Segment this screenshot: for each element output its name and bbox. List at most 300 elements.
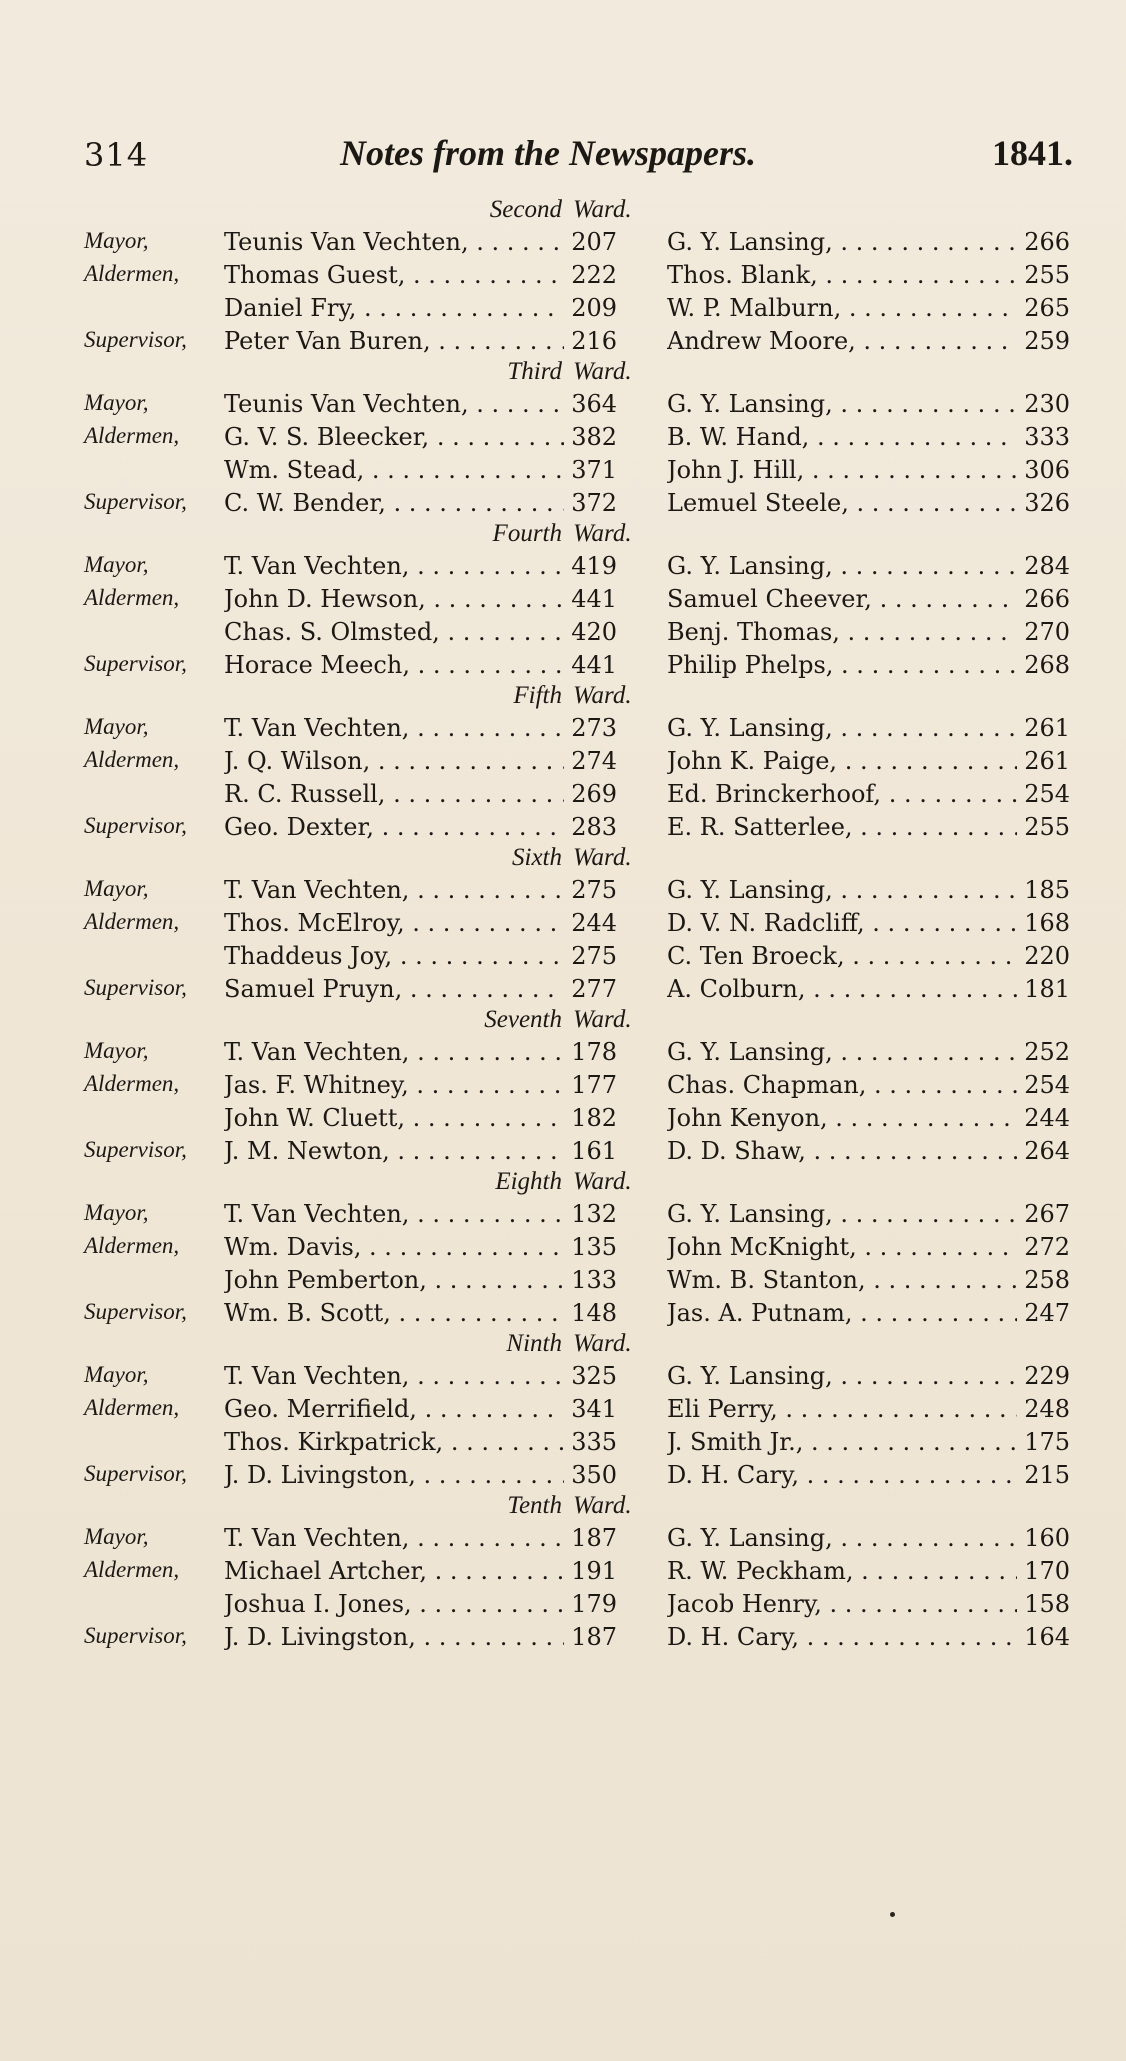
candidate-right bbox=[667, 390, 1017, 418]
candidate-right-name: Benj. Thomas, . . . bbox=[667, 618, 1017, 646]
votes-left: 335 bbox=[571, 1428, 617, 1456]
printer-mark bbox=[890, 1912, 895, 1917]
candidate-right bbox=[667, 1362, 1017, 1390]
result-row bbox=[0, 874, 1126, 907]
votes-left: 182 bbox=[571, 1104, 617, 1132]
ward-section bbox=[0, 844, 1126, 1006]
result-row bbox=[0, 907, 1126, 940]
office-label: Mayor, bbox=[84, 1200, 149, 1225]
ward-word: Ward. bbox=[573, 1168, 632, 1195]
votes-left: 161 bbox=[571, 1137, 617, 1165]
votes-right: 164 bbox=[1024, 1623, 1070, 1651]
candidate-left bbox=[224, 552, 564, 580]
ward-ordinal: Third bbox=[507, 358, 562, 385]
votes-left: 420 bbox=[571, 618, 617, 646]
result-row bbox=[0, 550, 1126, 583]
ward-heading bbox=[0, 358, 1126, 388]
candidate-right bbox=[667, 1104, 1017, 1132]
votes-left: 325 bbox=[571, 1362, 617, 1390]
office-label: Supervisor, bbox=[84, 1137, 187, 1162]
votes-left: 372 bbox=[571, 489, 617, 517]
candidate-left bbox=[224, 1038, 564, 1066]
votes-left: 277 bbox=[571, 975, 617, 1003]
candidate-right-name: G. Y. Lansing, . . . bbox=[667, 228, 1017, 256]
result-row bbox=[0, 745, 1126, 778]
result-row bbox=[0, 1069, 1126, 1102]
office-label: Mayor, bbox=[84, 714, 149, 739]
candidate-right-name: R. W. Peckham, . . . bbox=[667, 1557, 1017, 1585]
office-label: Aldermen, bbox=[84, 1071, 180, 1096]
result-row bbox=[0, 454, 1126, 487]
candidate-right bbox=[667, 1071, 1017, 1099]
candidate-right-name: John McKnight, . . . bbox=[667, 1233, 1017, 1261]
page-year: 1841. bbox=[992, 133, 1073, 173]
candidate-left bbox=[224, 390, 564, 418]
votes-right: 252 bbox=[1024, 1038, 1070, 1066]
office-label: Supervisor, bbox=[84, 489, 187, 514]
candidate-left bbox=[224, 1266, 564, 1294]
candidate-right-name: Eli Perry, . . . bbox=[667, 1395, 1017, 1423]
office-label: Mayor, bbox=[84, 228, 149, 253]
votes-right: 230 bbox=[1024, 390, 1070, 418]
result-row bbox=[0, 1198, 1126, 1231]
candidate-right bbox=[667, 423, 1017, 451]
page-header bbox=[0, 128, 1126, 178]
votes-right: 185 bbox=[1024, 876, 1070, 904]
votes-right: 259 bbox=[1024, 327, 1070, 355]
ward-heading bbox=[0, 844, 1126, 874]
ward-word: Ward. bbox=[573, 196, 632, 223]
candidate-left bbox=[224, 1557, 564, 1585]
candidate-right-name: A. Colburn, . . . bbox=[667, 975, 1017, 1003]
candidate-right-name: Jas. A. Putnam, . . . bbox=[667, 1299, 1017, 1327]
votes-right: 255 bbox=[1024, 261, 1070, 289]
ward-ordinal: Fourth bbox=[492, 520, 562, 547]
ward-heading bbox=[0, 196, 1126, 226]
votes-right: 168 bbox=[1024, 909, 1070, 937]
candidate-right bbox=[667, 552, 1017, 580]
candidate-right-name: Wm. B. Stanton, . . . bbox=[667, 1266, 1017, 1294]
candidate-right bbox=[667, 1623, 1017, 1651]
candidate-left bbox=[224, 228, 564, 256]
ward-heading bbox=[0, 520, 1126, 550]
candidate-left bbox=[224, 456, 564, 484]
votes-right: 266 bbox=[1024, 585, 1070, 613]
office-label: Aldermen, bbox=[84, 1395, 180, 1420]
votes-left: 133 bbox=[571, 1266, 617, 1294]
candidate-left-name: Joshua I. Jones, . . . bbox=[224, 1590, 564, 1618]
candidate-right bbox=[667, 780, 1017, 808]
candidate-left bbox=[224, 1071, 564, 1099]
votes-right: 306 bbox=[1024, 456, 1070, 484]
office-label: Aldermen, bbox=[84, 1557, 180, 1582]
candidate-left-name: J. D. Livingston, . . . bbox=[224, 1461, 564, 1489]
ward-word: Ward. bbox=[573, 682, 632, 709]
candidate-right-name: D. D. Shaw, . . . bbox=[667, 1137, 1017, 1165]
votes-left: 441 bbox=[571, 651, 617, 679]
result-row bbox=[0, 1459, 1126, 1492]
candidate-right-name: E. R. Satterlee, . . . bbox=[667, 813, 1017, 841]
candidate-right bbox=[667, 651, 1017, 679]
result-row bbox=[0, 1360, 1126, 1393]
candidate-left bbox=[224, 813, 564, 841]
result-row bbox=[0, 1135, 1126, 1168]
ward-ordinal: Sixth bbox=[512, 844, 562, 871]
ward-section bbox=[0, 1168, 1126, 1330]
office-label: Supervisor, bbox=[84, 1299, 187, 1324]
result-row bbox=[0, 712, 1126, 745]
candidate-right-name: Lemuel Steele, . . . bbox=[667, 489, 1017, 517]
candidate-left bbox=[224, 1428, 564, 1456]
result-row bbox=[0, 487, 1126, 520]
candidate-left-name: Jas. F. Whitney, . . . bbox=[224, 1071, 564, 1099]
candidate-left-name: John W. Cluett, . . . bbox=[224, 1104, 564, 1132]
ward-ordinal: Fifth bbox=[513, 682, 562, 709]
candidate-left bbox=[224, 714, 564, 742]
candidate-left bbox=[224, 747, 564, 775]
candidate-right-name: G. Y. Lansing, . . . bbox=[667, 714, 1017, 742]
candidate-right-name: D. V. N. Radcliff, . . . bbox=[667, 909, 1017, 937]
votes-left: 209 bbox=[571, 294, 617, 322]
votes-right: 254 bbox=[1024, 1071, 1070, 1099]
votes-right: 229 bbox=[1024, 1362, 1070, 1390]
office-label: Aldermen, bbox=[84, 1233, 180, 1258]
votes-right: 270 bbox=[1024, 618, 1070, 646]
votes-right: 170 bbox=[1024, 1557, 1070, 1585]
ward-word: Ward. bbox=[573, 520, 632, 547]
votes-right: 247 bbox=[1024, 1299, 1070, 1327]
candidate-right-name: D. H. Cary, . . . bbox=[667, 1623, 1017, 1651]
candidate-right-name: Samuel Cheever, . . . bbox=[667, 585, 1017, 613]
votes-left: 216 bbox=[571, 327, 617, 355]
candidate-right-name: John Kenyon, . . . bbox=[667, 1104, 1017, 1132]
votes-left: 419 bbox=[571, 552, 617, 580]
office-label: Aldermen, bbox=[84, 747, 180, 772]
candidate-left bbox=[224, 876, 564, 904]
candidate-right-name: Chas. Chapman, . . . bbox=[667, 1071, 1017, 1099]
ward-word: Ward. bbox=[573, 1330, 632, 1357]
votes-left: 187 bbox=[571, 1524, 617, 1552]
votes-right: 266 bbox=[1024, 228, 1070, 256]
votes-left: 244 bbox=[571, 909, 617, 937]
election-returns bbox=[0, 196, 1126, 1654]
candidate-left-name: Wm. B. Scott, . . . bbox=[224, 1299, 564, 1327]
result-row bbox=[0, 1297, 1126, 1330]
candidate-left-name: Teunis Van Vechten, . . . bbox=[224, 390, 564, 418]
votes-right: 160 bbox=[1024, 1524, 1070, 1552]
candidate-right bbox=[667, 942, 1017, 970]
ward-ordinal: Seventh bbox=[484, 1006, 562, 1033]
candidate-left-name: T. Van Vechten, . . . bbox=[224, 1038, 564, 1066]
candidate-right-name: John K. Paige, . . . bbox=[667, 747, 1017, 775]
votes-right: 175 bbox=[1024, 1428, 1070, 1456]
office-label: Aldermen, bbox=[84, 909, 180, 934]
ward-word: Ward. bbox=[573, 1492, 632, 1519]
ward-section bbox=[0, 1006, 1126, 1168]
candidate-left bbox=[224, 327, 564, 355]
votes-left: 222 bbox=[571, 261, 617, 289]
candidate-right bbox=[667, 1266, 1017, 1294]
candidate-left-name: Geo. Merrifield, . . . bbox=[224, 1395, 564, 1423]
ward-section bbox=[0, 520, 1126, 682]
candidate-right bbox=[667, 1233, 1017, 1261]
ward-section bbox=[0, 682, 1126, 844]
candidate-right-name: Andrew Moore, . . . bbox=[667, 327, 1017, 355]
votes-left: 177 bbox=[571, 1071, 617, 1099]
candidate-right bbox=[667, 618, 1017, 646]
votes-right: 220 bbox=[1024, 942, 1070, 970]
candidate-left bbox=[224, 489, 564, 517]
candidate-right bbox=[667, 876, 1017, 904]
votes-left: 382 bbox=[571, 423, 617, 451]
candidate-right bbox=[667, 261, 1017, 289]
votes-right: 261 bbox=[1024, 747, 1070, 775]
result-row bbox=[0, 940, 1126, 973]
candidate-left bbox=[224, 1137, 564, 1165]
candidate-right-name: G. Y. Lansing, . . . bbox=[667, 1524, 1017, 1552]
running-title: Notes from the Newspapers. bbox=[340, 133, 756, 173]
office-label: Aldermen, bbox=[84, 423, 180, 448]
result-row bbox=[0, 388, 1126, 421]
ward-section bbox=[0, 196, 1126, 358]
candidate-left-name: Geo. Dexter, . . . bbox=[224, 813, 564, 841]
result-row bbox=[0, 1621, 1126, 1654]
votes-right: 265 bbox=[1024, 294, 1070, 322]
candidate-right-name: Ed. Brinckerhoof, . . . bbox=[667, 780, 1017, 808]
candidate-left bbox=[224, 1200, 564, 1228]
candidate-right bbox=[667, 228, 1017, 256]
candidate-right-name: G. Y. Lansing, . . . bbox=[667, 1362, 1017, 1390]
result-row bbox=[0, 583, 1126, 616]
candidate-right bbox=[667, 1137, 1017, 1165]
candidate-right-name: Jacob Henry, . . . bbox=[667, 1590, 1017, 1618]
candidate-left bbox=[224, 909, 564, 937]
candidate-right-name: Philip Phelps, . . . bbox=[667, 651, 1017, 679]
candidate-right bbox=[667, 813, 1017, 841]
candidate-left-name: Teunis Van Vechten, . . . bbox=[224, 228, 564, 256]
votes-right: 215 bbox=[1024, 1461, 1070, 1489]
result-row bbox=[0, 1588, 1126, 1621]
candidate-left-name: John D. Hewson, . . . bbox=[224, 585, 564, 613]
result-row bbox=[0, 1393, 1126, 1426]
office-label: Mayor, bbox=[84, 1524, 149, 1549]
ward-section bbox=[0, 358, 1126, 520]
candidate-left-name: T. Van Vechten, . . . bbox=[224, 1524, 564, 1552]
candidate-right bbox=[667, 1524, 1017, 1552]
candidate-right bbox=[667, 1395, 1017, 1423]
result-row bbox=[0, 1231, 1126, 1264]
candidate-right bbox=[667, 1038, 1017, 1066]
candidate-right bbox=[667, 1428, 1017, 1456]
ward-ordinal: Tenth bbox=[507, 1492, 562, 1519]
votes-right: 326 bbox=[1024, 489, 1070, 517]
votes-left: 132 bbox=[571, 1200, 617, 1228]
candidate-right-name: G. Y. Lansing, . . . bbox=[667, 390, 1017, 418]
votes-right: 244 bbox=[1024, 1104, 1070, 1132]
candidate-left bbox=[224, 585, 564, 613]
candidate-left-name: J. M. Newton, . . . bbox=[224, 1137, 564, 1165]
candidate-left bbox=[224, 294, 564, 322]
candidate-right bbox=[667, 1590, 1017, 1618]
candidate-right-name: G. Y. Lansing, . . . bbox=[667, 1038, 1017, 1066]
candidate-left bbox=[224, 780, 564, 808]
result-row bbox=[0, 292, 1126, 325]
votes-right: 267 bbox=[1024, 1200, 1070, 1228]
candidate-left-name: T. Van Vechten, . . . bbox=[224, 1362, 564, 1390]
office-label: Mayor, bbox=[84, 1362, 149, 1387]
votes-left: 148 bbox=[571, 1299, 617, 1327]
candidate-left-name: Thos. McElroy, . . . bbox=[224, 909, 564, 937]
ward-heading bbox=[0, 1330, 1126, 1360]
ward-heading bbox=[0, 1168, 1126, 1198]
office-label: Mayor, bbox=[84, 552, 149, 577]
office-label: Supervisor, bbox=[84, 813, 187, 838]
ward-heading bbox=[0, 682, 1126, 712]
result-row bbox=[0, 259, 1126, 292]
office-label: Mayor, bbox=[84, 1038, 149, 1063]
votes-left: 178 bbox=[571, 1038, 617, 1066]
candidate-right bbox=[667, 747, 1017, 775]
candidate-left-name: T. Van Vechten, . . . bbox=[224, 876, 564, 904]
result-row bbox=[0, 1264, 1126, 1297]
candidate-right-name: G. Y. Lansing, . . . bbox=[667, 552, 1017, 580]
result-row bbox=[0, 973, 1126, 1006]
candidate-left-name: Daniel Fry, . . . bbox=[224, 294, 564, 322]
candidate-left-name: Chas. S. Olmsted, . . . bbox=[224, 618, 564, 646]
office-label: Aldermen, bbox=[84, 585, 180, 610]
votes-right: 284 bbox=[1024, 552, 1070, 580]
candidate-left-name: Peter Van Buren, . . . bbox=[224, 327, 564, 355]
candidate-right-name: G. Y. Lansing, . . . bbox=[667, 1200, 1017, 1228]
votes-left: 269 bbox=[571, 780, 617, 808]
votes-left: 341 bbox=[571, 1395, 617, 1423]
votes-left: 441 bbox=[571, 585, 617, 613]
candidate-right-name: Thos. Blank, . . . bbox=[667, 261, 1017, 289]
candidate-left bbox=[224, 1461, 564, 1489]
votes-left: 350 bbox=[571, 1461, 617, 1489]
candidate-right bbox=[667, 909, 1017, 937]
result-row bbox=[0, 616, 1126, 649]
office-label: Supervisor, bbox=[84, 651, 187, 676]
votes-right: 181 bbox=[1024, 975, 1070, 1003]
result-row bbox=[0, 1522, 1126, 1555]
votes-left: 187 bbox=[571, 1623, 617, 1651]
candidate-right bbox=[667, 585, 1017, 613]
result-row bbox=[0, 325, 1126, 358]
votes-right: 248 bbox=[1024, 1395, 1070, 1423]
votes-right: 333 bbox=[1024, 423, 1070, 451]
votes-left: 135 bbox=[571, 1233, 617, 1261]
candidate-right-name: C. Ten Broeck, . . . bbox=[667, 942, 1017, 970]
votes-left: 191 bbox=[571, 1557, 617, 1585]
candidate-left bbox=[224, 942, 564, 970]
ward-ordinal: Second bbox=[489, 196, 562, 223]
candidate-left-name: T. Van Vechten, . . . bbox=[224, 552, 564, 580]
ward-section bbox=[0, 1492, 1126, 1654]
candidate-left bbox=[224, 651, 564, 679]
candidate-left-name: Michael Artcher, . . . bbox=[224, 1557, 564, 1585]
candidate-right bbox=[667, 456, 1017, 484]
votes-right: 258 bbox=[1024, 1266, 1070, 1294]
votes-left: 275 bbox=[571, 942, 617, 970]
votes-left: 364 bbox=[571, 390, 617, 418]
candidate-left-name: C. W. Bender, . . . bbox=[224, 489, 564, 517]
candidate-left bbox=[224, 618, 564, 646]
candidate-right bbox=[667, 1299, 1017, 1327]
office-label: Supervisor, bbox=[84, 327, 187, 352]
candidate-right bbox=[667, 489, 1017, 517]
candidate-left bbox=[224, 1395, 564, 1423]
candidate-right bbox=[667, 1557, 1017, 1585]
candidate-right bbox=[667, 975, 1017, 1003]
candidate-left-name: Wm. Davis, . . . bbox=[224, 1233, 564, 1261]
candidate-left bbox=[224, 1590, 564, 1618]
candidate-left-name: Wm. Stead, . . . bbox=[224, 456, 564, 484]
votes-left: 371 bbox=[571, 456, 617, 484]
votes-left: 283 bbox=[571, 813, 617, 841]
candidate-left bbox=[224, 1362, 564, 1390]
ward-word: Ward. bbox=[573, 1006, 632, 1033]
candidate-right bbox=[667, 327, 1017, 355]
candidate-right bbox=[667, 294, 1017, 322]
candidate-right-name: G. Y. Lansing, . . . bbox=[667, 876, 1017, 904]
candidate-left bbox=[224, 1104, 564, 1132]
candidate-left-name: T. Van Vechten, . . . bbox=[224, 714, 564, 742]
office-label: Aldermen, bbox=[84, 261, 180, 286]
votes-right: 158 bbox=[1024, 1590, 1070, 1618]
page-number: 314 bbox=[84, 136, 149, 174]
votes-left: 179 bbox=[571, 1590, 617, 1618]
result-row bbox=[0, 1555, 1126, 1588]
candidate-right-name: D. H. Cary, . . . bbox=[667, 1461, 1017, 1489]
candidate-right bbox=[667, 1200, 1017, 1228]
office-label: Supervisor, bbox=[84, 1461, 187, 1486]
ward-ordinal: Ninth bbox=[506, 1330, 562, 1357]
votes-left: 275 bbox=[571, 876, 617, 904]
candidate-left-name: Samuel Pruyn, . . . bbox=[224, 975, 564, 1003]
candidate-left-name: Thos. Kirkpatrick, . . . bbox=[224, 1428, 564, 1456]
votes-right: 261 bbox=[1024, 714, 1070, 742]
result-row bbox=[0, 1036, 1126, 1069]
candidate-left bbox=[224, 423, 564, 451]
result-row bbox=[0, 1426, 1126, 1459]
candidate-left bbox=[224, 1233, 564, 1261]
candidate-left bbox=[224, 261, 564, 289]
candidate-left-name: Thomas Guest, . . . bbox=[224, 261, 564, 289]
result-row bbox=[0, 811, 1126, 844]
office-label: Supervisor, bbox=[84, 975, 187, 1000]
candidate-left-name: Thaddeus Joy, . . . bbox=[224, 942, 564, 970]
office-label: Mayor, bbox=[84, 390, 149, 415]
candidate-left-name: T. Van Vechten, . . . bbox=[224, 1200, 564, 1228]
votes-right: 272 bbox=[1024, 1233, 1070, 1261]
result-row bbox=[0, 778, 1126, 811]
office-label: Supervisor, bbox=[84, 1623, 187, 1648]
ward-section bbox=[0, 1330, 1126, 1492]
candidate-left-name: John Pemberton, . . . bbox=[224, 1266, 564, 1294]
result-row bbox=[0, 1102, 1126, 1135]
candidate-right-name: B. W. Hand, . . . bbox=[667, 423, 1017, 451]
result-row bbox=[0, 421, 1126, 454]
votes-right: 268 bbox=[1024, 651, 1070, 679]
votes-left: 273 bbox=[571, 714, 617, 742]
votes-right: 255 bbox=[1024, 813, 1070, 841]
candidate-left bbox=[224, 1623, 564, 1651]
result-row bbox=[0, 226, 1126, 259]
candidate-left bbox=[224, 1299, 564, 1327]
votes-left: 207 bbox=[571, 228, 617, 256]
candidate-right-name: W. P. Malburn, . . . bbox=[667, 294, 1017, 322]
